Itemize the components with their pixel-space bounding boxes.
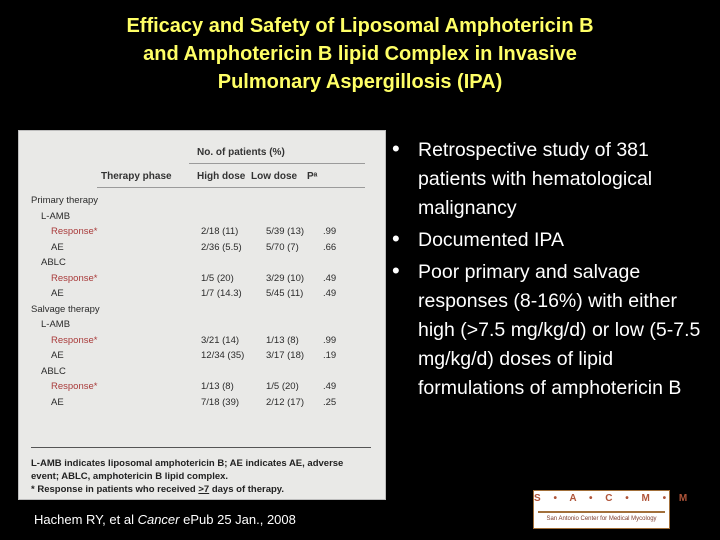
row-label: ABLC	[41, 365, 66, 377]
cell-low-dose: 5/70 (7)	[266, 241, 299, 253]
cell-low-dose: 5/45 (11)	[266, 288, 304, 299]
cell-high-dose: 12/34 (35)	[201, 350, 245, 361]
title-line-3: Pulmonary Aspergillosis (IPA)	[217, 71, 503, 93]
row-label: Response*	[51, 334, 98, 346]
table-row	[31, 195, 371, 209]
row-label: Salvage therapy	[31, 303, 100, 315]
row-label: AE	[51, 396, 64, 408]
table-rule-bottom	[31, 447, 371, 448]
citation: Hachem RY, et al Cancer ePub 25 Jan., 2008	[34, 512, 296, 527]
table-row	[31, 319, 371, 333]
logo-name: San Antonio Center for Medical Mycology	[546, 516, 657, 522]
col-low-dose: Low dose	[251, 171, 298, 182]
cell-p-value: .49	[323, 381, 337, 392]
sacmm-logo	[533, 490, 693, 529]
bullet-dot-icon: •	[392, 258, 400, 283]
logo-divider	[538, 511, 665, 513]
cell-high-dose: 7/18 (39)	[201, 396, 240, 408]
cell-p-value: .99	[323, 226, 337, 237]
col-high-dose: High dose	[197, 171, 246, 182]
row-label: AE	[51, 241, 64, 253]
cell-low-dose: 2/12 (17)	[266, 396, 305, 408]
row-label: Response*	[51, 226, 98, 237]
footnote-2: * Response in patients who received >7 days of therapy.	[31, 484, 284, 495]
table-row	[31, 242, 371, 256]
row-label: ABLC	[41, 257, 66, 268]
bullet-list	[392, 136, 710, 403]
col-therapy-phase: Therapy phase	[101, 171, 172, 182]
results-table-image	[18, 130, 386, 500]
row-label: Response*	[51, 381, 98, 392]
table-top-header: No. of patients (%)	[197, 147, 285, 158]
table-row	[31, 397, 371, 411]
row-label: Primary therapy	[31, 195, 99, 206]
bullet-dot-icon: •	[392, 226, 400, 251]
table-row	[31, 366, 371, 380]
bullet-item: • Poor primary and salvage responses (8-16%) with either high (>7.5 mg/kg/d) or low (5-7.5 mg/kg/d) doses of lipid formulations of amphotericin B	[392, 258, 701, 399]
table-row	[31, 257, 371, 271]
table-row	[31, 350, 371, 364]
cell-high-dose: 1/5 (20)	[201, 272, 234, 284]
cell-high-dose: 2/36 (5.5)	[201, 241, 242, 253]
cell-high-dose: 2/18 (11)	[201, 226, 239, 237]
cell-high-dose: 3/21 (14)	[201, 334, 240, 346]
cell-p-value: .25	[323, 396, 337, 408]
cell-low-dose: 3/17 (18)	[266, 350, 305, 361]
cell-low-dose: 1/5 (20)	[266, 381, 299, 392]
cell-p-value: .49	[323, 288, 337, 299]
logo-letters: S • A • C • M • M	[534, 493, 693, 504]
table-rule-mid	[97, 187, 365, 188]
title-line-1: Efficacy and Safety of Liposomal Amphotericin B	[126, 15, 594, 37]
cell-high-dose: 1/13 (8)	[201, 381, 234, 392]
bullet-item: • Retrospective study of 381 patients with hematological malignancy	[392, 136, 653, 219]
row-label: AE	[51, 288, 64, 299]
results-table	[31, 141, 383, 495]
table-row	[31, 335, 371, 349]
row-label: AE	[51, 350, 64, 361]
title-line-2: and Amphotericin B lipid Complex in Invasive	[143, 43, 577, 65]
row-label: L-AMB	[41, 210, 71, 222]
cell-p-value: .66	[323, 241, 337, 253]
cell-low-dose: 1/13 (8)	[266, 334, 299, 346]
cell-low-dose: 3/29 (10)	[266, 272, 305, 284]
row-label: L-AMB	[41, 319, 71, 330]
table-row	[31, 211, 371, 225]
cell-p-value: .99	[323, 334, 337, 346]
table-row	[31, 288, 371, 302]
cell-p-value: .19	[323, 350, 337, 361]
bullet-dot-icon: •	[392, 136, 400, 161]
row-label: Response*	[51, 272, 98, 284]
bullet-item: • Documented IPA	[392, 226, 564, 251]
cell-p-value: .49	[323, 272, 337, 284]
footnote-1: L-AMB indicates liposomal amphotericin B; AE indicates AE, adverse event; ABLC, amphotericin B lipid complex.	[31, 458, 344, 482]
table-row	[31, 381, 371, 395]
cell-low-dose: 5/39 (13)	[266, 226, 305, 237]
slide-title	[40, 12, 680, 96]
table-rule-top	[189, 163, 365, 164]
table-row	[31, 304, 371, 318]
table-row	[31, 273, 371, 287]
cell-high-dose: 1/7 (14.3)	[201, 288, 242, 299]
table-row	[31, 226, 371, 240]
table-footnote	[31, 457, 361, 496]
col-p: Pᵃ	[307, 171, 318, 182]
